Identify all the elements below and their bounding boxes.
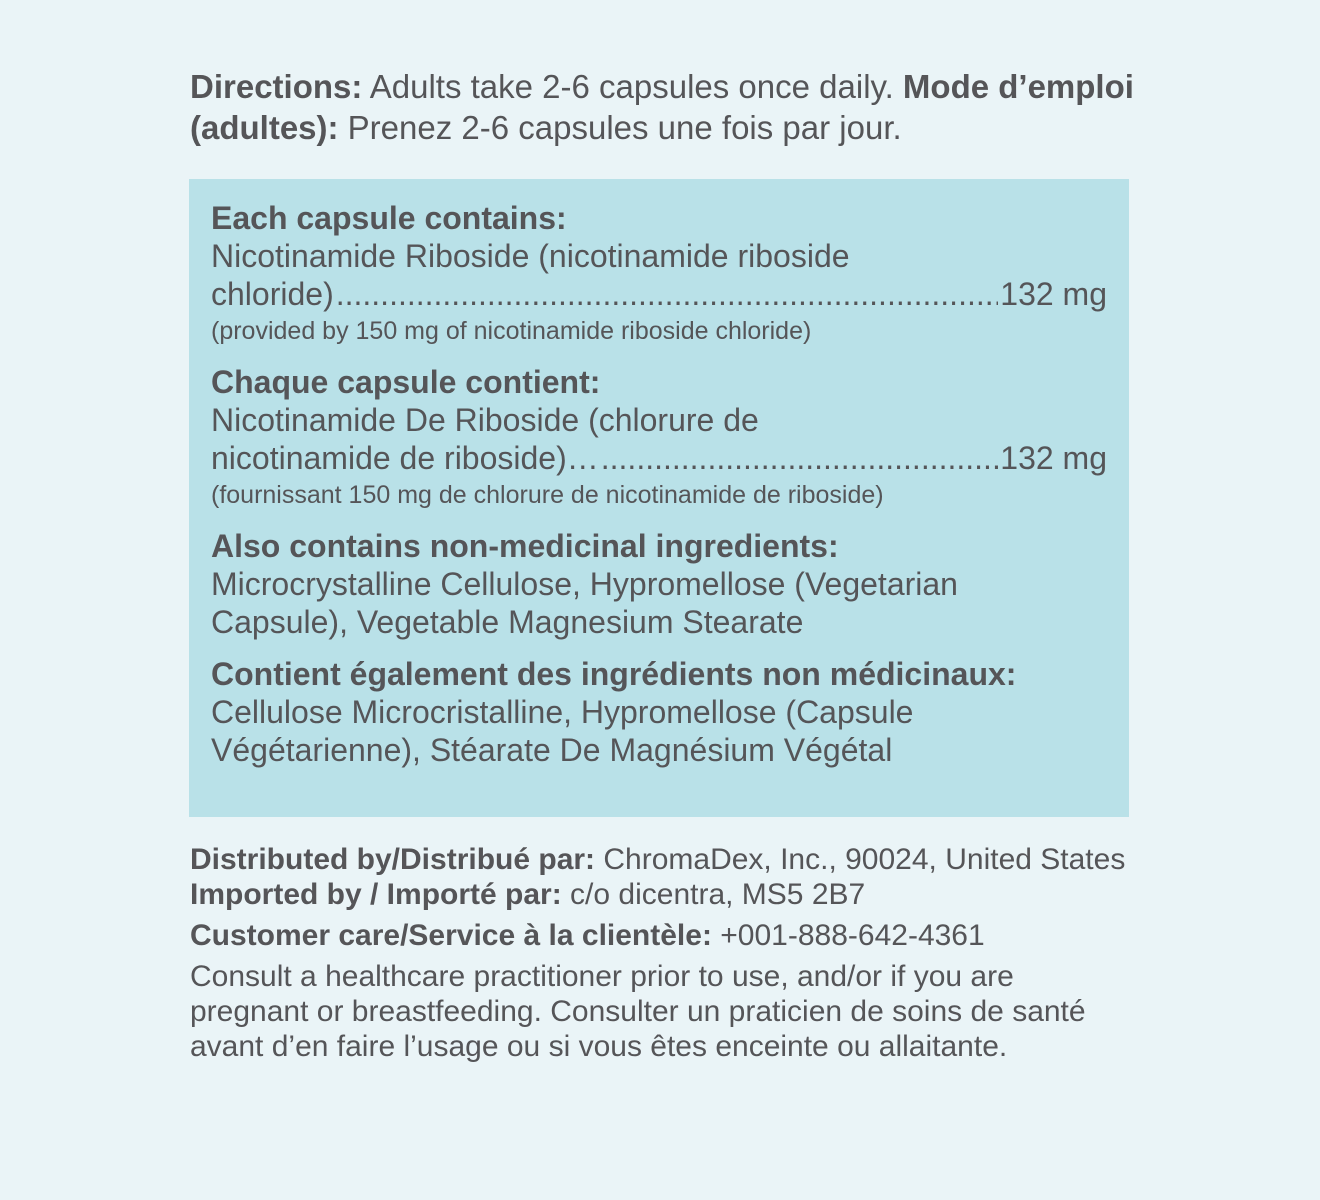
directions-text-en: Adults take 2-6 capsules once daily. <box>362 68 903 105</box>
distributed-label: Distributed by/Distribué par: <box>190 843 596 876</box>
directions-label-en: Directions: <box>190 68 363 105</box>
directions-text-fr: Prenez 2-6 capsules une fois par jour. <box>338 109 902 146</box>
medicinal-fr-heading: Chaque capsule contient: <box>211 364 601 400</box>
footer-info <box>190 842 1140 1064</box>
medicinal-en-block <box>211 199 1107 349</box>
nonmedicinal-en-block <box>211 527 1107 641</box>
ingredients-panel <box>189 179 1129 817</box>
nonmedicinal-fr-line2: Végétarienne), Stéarate De Magnésium Végétal <box>211 732 893 768</box>
directions-label-fr: Mode d’emploi (adultes): <box>190 68 1134 146</box>
directions-text <box>190 66 1150 148</box>
imported-label: Imported by / Importé par: <box>190 878 562 911</box>
customer-care-label: Customer care/Service à la clientèle: <box>190 919 712 952</box>
medicinal-fr-note: (fournissant 150 mg de chlorure de nicotinamide de riboside) <box>211 481 884 509</box>
nonmedicinal-en-line1: Microcrystalline Cellulose, Hypromellose (Vegetarian <box>211 566 958 602</box>
medicinal-en-amount: 132 mg <box>1000 276 1107 312</box>
medicinal-en-note: (provided by 150 mg of nicotinamide riboside chloride) <box>211 317 812 345</box>
warning-paragraph: Consult a healthcare practitioner prior to use, and/or if you are pregnant or breastfeeding. Consulter un praticien de soins de santé avant d’en faire l’usage ou si vous êtes enceinte ou allaitante. <box>190 960 1086 1063</box>
medicinal-fr-line1: Nicotinamide De Riboside (chlorure de <box>211 402 759 438</box>
nonmedicinal-en-line2: Capsule), Vegetable Magnesium Stearate <box>211 604 804 640</box>
medicinal-fr-amount-line <box>211 439 1107 477</box>
dot-leader <box>601 439 999 477</box>
medicinal-fr-amount: 132 mg <box>1000 440 1107 476</box>
customer-care-phone: +001-888-642-4361 <box>711 919 985 952</box>
medicinal-fr-line2: nicotinamide de riboside)… <box>211 440 599 476</box>
nonmedicinal-en-heading: Also contains non-medicinal ingredients: <box>211 528 839 564</box>
nonmedicinal-fr-heading: Contient également des ingrédients non médicinaux: <box>211 656 1017 692</box>
imported-text: c/o dicentra, MS5 2B7 <box>561 878 866 911</box>
medicinal-en-amount-line <box>211 275 1107 313</box>
medicinal-en-line2: chloride) <box>211 276 334 312</box>
medicinal-en-heading: Each capsule contains: <box>211 200 567 236</box>
distributed-text: ChromaDex, Inc., 90024, United States <box>595 843 1126 876</box>
distributor-paragraph <box>190 842 1140 912</box>
nonmedicinal-fr-block <box>211 655 1107 769</box>
medicinal-fr-block <box>211 363 1107 513</box>
dot-leader <box>336 275 999 313</box>
nonmedicinal-fr-line1: Cellulose Microcristalline, Hypromellose (Capsule <box>211 694 914 730</box>
medicinal-en-line1: Nicotinamide Riboside (nicotinamide riboside <box>211 238 850 274</box>
customer-care-paragraph <box>190 918 1140 953</box>
